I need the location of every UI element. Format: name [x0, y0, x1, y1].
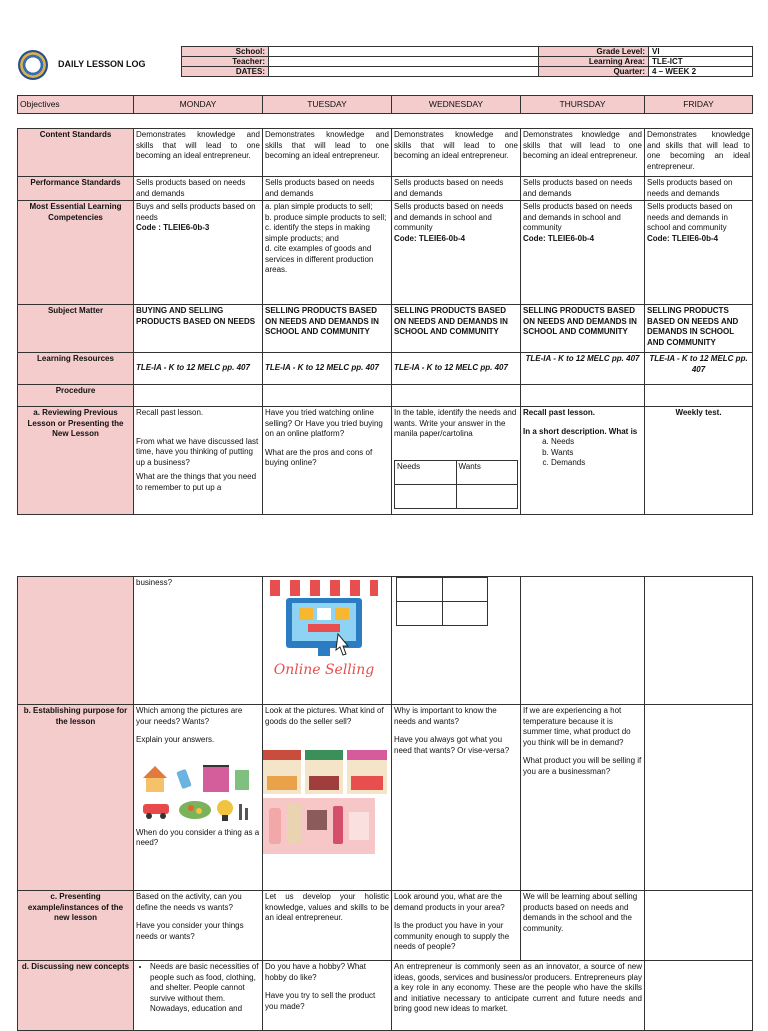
teacher-label: Teacher: — [182, 57, 269, 67]
food-icon — [179, 801, 211, 819]
subject-matter-label: Subject Matter — [18, 305, 134, 353]
presenting-fri — [645, 891, 753, 961]
review-mon-3: What are the things that you need to remember to put up a — [136, 472, 257, 492]
objectives-header: Objectives — [18, 96, 134, 114]
melc-thu-code: Code: TLEIE6-0b-4 — [523, 233, 595, 243]
presenting-wed-2: Is the product you have in your community enough to supply the needs of people? — [394, 921, 510, 951]
needs-header: Needs — [395, 460, 457, 484]
school-label: School: — [182, 47, 269, 57]
subject-matter-mon: BUYING AND SELLING PRODUCTS BASED ON NEEDS — [134, 305, 263, 353]
subject-matter-wed: SELLING PRODUCTS BASED ON NEEDS AND DEMANDS IN SCHOOL AND COMMUNITY — [392, 305, 521, 353]
melc-label: Most Essential Learning Competencies — [18, 201, 134, 305]
melc-fri-code: Code: TLEIE6-0b-4 — [647, 233, 719, 243]
review-fri: Weekly test. — [645, 407, 753, 515]
needs-cell — [395, 484, 457, 508]
area-value: TLE-ICT — [649, 57, 753, 67]
dates-label: DATES: — [182, 67, 269, 77]
appliance-icon — [235, 770, 249, 790]
review-thu-1: Recall past lesson. — [523, 408, 596, 417]
purpose-mon-1: Which among the pictures are your needs? Wants? — [136, 706, 243, 726]
review-mon-continued: business? — [134, 577, 263, 705]
procedure-mon — [134, 385, 263, 407]
presenting-thu: We will be learning about selling products based on needs and demands in the school and the community. — [521, 891, 645, 961]
review-thu-list — [523, 437, 642, 469]
needs-wants-pictures — [137, 760, 257, 824]
purpose-wed-2: Have you always got what you need that wants? Or vise-versa? — [394, 735, 510, 755]
procedure-label: Procedure — [18, 385, 134, 407]
cart-button — [308, 624, 340, 632]
house-icon — [143, 766, 167, 778]
review-thu-c: c. Demands — [551, 458, 642, 469]
presenting-tue: Let us develop your holistic knowledge, values and skills to be an ideal entrepreneur. — [263, 891, 392, 961]
melc-thu-text: Sells products based on needs and demands in school and community — [523, 202, 633, 232]
learning-resources-mon: TLE-IA - K to 12 MELC pp. 407 — [134, 353, 263, 385]
car-icon — [143, 804, 169, 814]
performance-standards-fri: Sells products based on needs and demands — [645, 177, 753, 201]
tuesday-header: TUESDAY — [263, 96, 392, 114]
review-continued-label — [18, 577, 134, 705]
content-standards-fri: Demonstrates knowledge and skills that will lead to one becoming an ideal entrepreneur. — [645, 129, 753, 177]
review-mon-1: Recall past lesson. — [136, 408, 204, 417]
discussing-tue-2: Have you try to sell the product you made? — [265, 991, 376, 1011]
online-selling-label: Online Selling — [273, 662, 375, 678]
grade-value: VI — [649, 47, 753, 57]
dates-value — [269, 67, 539, 77]
discussing-tue-1: Do you have a hobby? What hobby do like? — [265, 962, 366, 982]
melc-wed-text: Sells products based on needs and demands in school and community — [394, 202, 504, 232]
goods-pictures — [261, 748, 389, 856]
wants-cell-3 — [442, 602, 488, 626]
needs-wants-table — [394, 460, 518, 509]
teacher-value — [269, 57, 539, 67]
trophy-icon — [217, 800, 233, 816]
wednesday-header: WEDNESDAY — [392, 96, 521, 114]
procedure-thu — [521, 385, 645, 407]
discussing-fri — [645, 961, 753, 1031]
review-tue — [263, 407, 392, 515]
melc-tue-c: c. identify the steps in making simple products; and — [265, 223, 370, 243]
friday-header: FRIDAY — [645, 96, 753, 114]
melc-fri-text: Sells products based on needs and demands in school and community — [647, 202, 733, 232]
purpose-fri — [645, 705, 753, 891]
melc-thu — [521, 201, 645, 305]
review-thu-2: In a short description. What is — [523, 426, 638, 436]
wants-cell-2 — [442, 578, 488, 602]
tools-icon — [239, 804, 242, 820]
needs-cell-3 — [397, 602, 443, 626]
review-thu — [521, 407, 645, 515]
subject-matter-fri: SELLING PRODUCTS BASED ON NEEDS AND DEMANDS IN SCHOOL AND COMMUNITY — [645, 305, 753, 353]
melc-mon-text: Buys and sells products based on needs — [136, 202, 256, 222]
thursday-header: THURSDAY — [521, 96, 645, 114]
discussing-mon — [134, 961, 263, 1031]
content-standards-thu: Demonstrates knowledge and skills that will lead to one becoming an ideal entrepreneur. — [521, 129, 645, 177]
purpose-thu-1: If we are experiencing a hot temperature because it is summer time, what product do you think will be in demand? — [523, 706, 631, 747]
purpose-label: b. Establishing purpose for the lesson — [18, 705, 134, 891]
melc-mon — [134, 201, 263, 305]
purpose-thu — [521, 705, 645, 891]
melc-tue-b: b. produce simple products to sell; — [265, 212, 387, 222]
melc-fri — [645, 201, 753, 305]
lesson-table-page-1 — [17, 95, 753, 515]
review-thu-a: a. Needs — [551, 437, 642, 448]
performance-standards-tue: Sells products based on needs and demands — [263, 177, 392, 201]
discussing-mon-list — [136, 962, 260, 1004]
subject-matter-tue: SELLING PRODUCTS BASED ON NEEDS AND DEMANDS IN SCHOOL AND COMMUNITY — [263, 305, 392, 353]
review-wed-1: In the table, identify the needs and wants. Write your answer in the manila paper/cartolina — [394, 408, 517, 438]
header-table — [181, 46, 753, 77]
purpose-wed-1: Why is important to know the needs and wants? — [394, 706, 497, 726]
presenting-mon — [134, 891, 263, 961]
melc-wed-code: Code: TLEIE6-0b-4 — [394, 233, 466, 243]
quarter-value: 4 – WEEK 2 — [649, 67, 753, 77]
procedure-wed — [392, 385, 521, 407]
phone-icon — [176, 769, 192, 789]
review-wed — [392, 407, 521, 515]
content-standards-wed: Demonstrates knowledge and skills that will lead to one becoming an ideal entrepreneur. — [392, 129, 521, 177]
discussing-mon-2: Nowadays, education and — [150, 1004, 243, 1013]
discussing-mon-1: • Needs are basic necessities of people such as food, clothing, and shelter. People cannot survive without them. — [150, 962, 260, 1004]
melc-wed — [392, 201, 521, 305]
review-mon — [134, 407, 263, 515]
needs-wants-table-continued — [396, 577, 488, 626]
review-wed-continued — [392, 577, 521, 705]
presenting-mon-2: Have you consider your things needs or wants? — [136, 921, 244, 941]
review-tue-1: Have you tried watching online selling? Or Have you tried buying on an online platform? — [265, 408, 383, 438]
purpose-tue-1: Look at the pictures. What kind of goods do the seller sell? — [265, 706, 384, 726]
learning-resources-tue: TLE-IA - K to 12 MELC pp. 407 — [263, 353, 392, 385]
presenting-wed — [392, 891, 521, 961]
performance-standards-mon: Sells products based on needs and demands — [134, 177, 263, 201]
learning-resources-thu: TLE-IA - K to 12 MELC pp. 407 — [521, 353, 645, 385]
deped-seal — [18, 50, 48, 80]
review-mon-2: From what we have discussed last time, have you thinking of putting up a business? — [136, 436, 259, 467]
monday-header: MONDAY — [134, 96, 263, 114]
wants-header: Wants — [456, 460, 518, 484]
wants-cell — [456, 484, 518, 508]
purpose-wed — [392, 705, 521, 891]
melc-mon-code: Code : TLEIE6-0b-3 — [136, 223, 210, 232]
content-standards-tue: Demonstrates knowledge and skills that will lead to one becoming an ideal entrepreneur. — [263, 129, 392, 177]
melc-tue — [263, 201, 392, 305]
purpose-mon-3: When do you consider a thing as a need? — [136, 827, 260, 847]
purpose-mon-2: Explain your answers. — [136, 735, 215, 744]
learning-resources-fri: TLE-IA - K to 12 MELC pp. 407 — [645, 353, 753, 385]
procedure-tue — [263, 385, 392, 407]
presenting-mon-1: Based on the activity, can you define the needs vs wants? — [136, 892, 242, 912]
presenting-wed-1: Look around you, what are the demand products in your area? — [394, 892, 505, 912]
clothes-icon — [203, 766, 229, 792]
performance-standards-thu: Sells products based on needs and demands — [521, 177, 645, 201]
online-selling-illustration — [266, 576, 382, 680]
learning-resources-label: Learning Resources — [18, 353, 134, 385]
discussing-label: d. Discussing new concepts — [18, 961, 134, 1031]
learning-resources-wed: TLE-IA - K to 12 MELC pp. 407 — [392, 353, 521, 385]
review-tue-2: What are the pros and cons of buying online? — [265, 447, 373, 467]
review-label: a. Reviewing Previous Lesson or Presenting the New Lesson — [18, 407, 134, 515]
presenting-label: c. Presenting example/instances of the new lesson — [18, 891, 134, 961]
procedure-fri — [645, 385, 753, 407]
review-thu-b: b. Wants — [551, 448, 642, 459]
document-title: DAILY LESSON LOG — [58, 59, 146, 69]
subject-matter-thu: SELLING PRODUCTS BASED ON NEEDS AND DEMANDS IN SCHOOL AND COMMUNITY — [521, 305, 645, 353]
grade-label: Grade Level: — [539, 47, 649, 57]
melc-tue-a: a. plan simple products to sell; — [265, 202, 373, 211]
discussing-wed: An entrepreneur is commonly seen as an innovator, a source of new ideas, goods, services and business/or producers. Entrepreneurs play a key role in any economy. These are the people who have the skills and initiative necessary to anticipate current and future needs and bring good new ideas to market. — [392, 961, 645, 1031]
spacer-row — [18, 114, 753, 129]
content-standards-mon: Demonstrates knowledge and skills that will lead to one becoming an ideal entrepreneur. — [134, 129, 263, 177]
review-thu-continued — [521, 577, 645, 705]
content-standards-label: Content Standards — [18, 129, 134, 177]
review-fri-continued — [645, 577, 753, 705]
needs-cell-2 — [397, 578, 443, 602]
discussing-tue — [263, 961, 392, 1031]
quarter-label: Quarter: — [539, 67, 649, 77]
school-value — [269, 47, 539, 57]
area-label: Learning Area: — [539, 57, 649, 67]
melc-tue-d: d. cite examples of goods and services in different production areas. — [265, 244, 374, 274]
performance-standards-wed: Sells products based on needs and demands — [392, 177, 521, 201]
purpose-thu-2: What product you will be selling if you are a businessman? — [523, 756, 642, 776]
performance-standards-label: Performance Standards — [18, 177, 134, 201]
